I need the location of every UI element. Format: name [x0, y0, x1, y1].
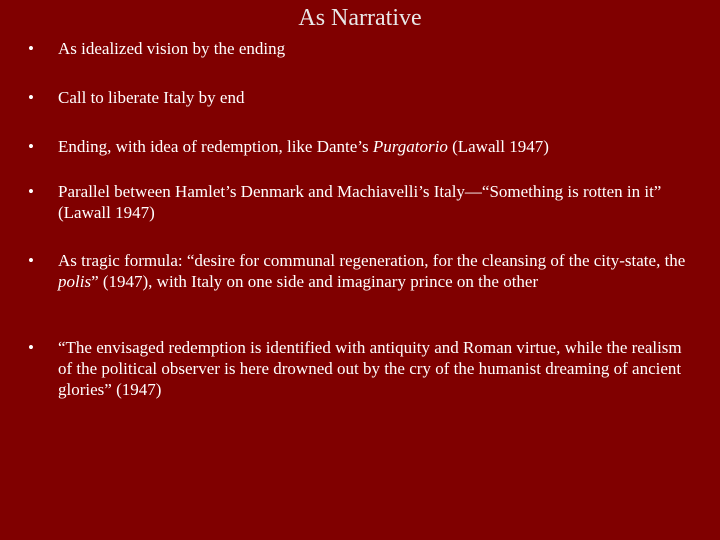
bullet-text — [58, 250, 698, 292]
bullet-icon: • — [28, 182, 34, 201]
bullet-item-tragic-formula — [28, 250, 698, 292]
bullet-text-before: Ending, with idea of redemption, like Dante’s — [58, 137, 373, 156]
bullet-text: “The envisaged redemption is identified with antiquity and Roman virtue, while the realism of the political observer is here drowned out by the cry of the humanist dreaming of ancient glories” (1947) — [58, 338, 682, 399]
bullet-text-after: ” (1947), with Italy on one side and imaginary prince on the other — [91, 272, 539, 291]
bullet-text: As idealized vision by the ending — [58, 39, 286, 58]
bullet-icon: • — [28, 137, 34, 156]
bullet-icon: • — [28, 88, 34, 107]
bullet-icon: • — [28, 338, 34, 357]
bullet-text-italic: Purgatorio — [372, 137, 448, 156]
bullet-icon: • — [28, 251, 34, 270]
bullet-icon: • — [28, 39, 34, 58]
bullet-text-italic: polis — [58, 272, 92, 291]
bullet-item-redemption — [28, 136, 698, 157]
bullet-item-liberate-italy — [28, 87, 698, 108]
bullet-text-after: (Lawall 1947) — [447, 137, 549, 156]
bullet-text: Call to liberate Italy by end — [58, 88, 245, 107]
bullet-item-hamlet-parallel — [28, 181, 698, 223]
bullet-text-before: As tragic formula: “desire for communal regeneration, for the cleansing of the city-state, the — [58, 251, 686, 270]
bullet-item-idealized-vision — [28, 38, 698, 59]
bullet-text — [58, 136, 698, 157]
bullet-item-envisaged-redemption — [28, 337, 698, 400]
bullet-text: Parallel between Hamlet’s Denmark and Machiavelli’s Italy—“Something is rotten in it” (Lawall 1947) — [58, 182, 662, 222]
slide-title: As Narrative — [298, 5, 422, 31]
